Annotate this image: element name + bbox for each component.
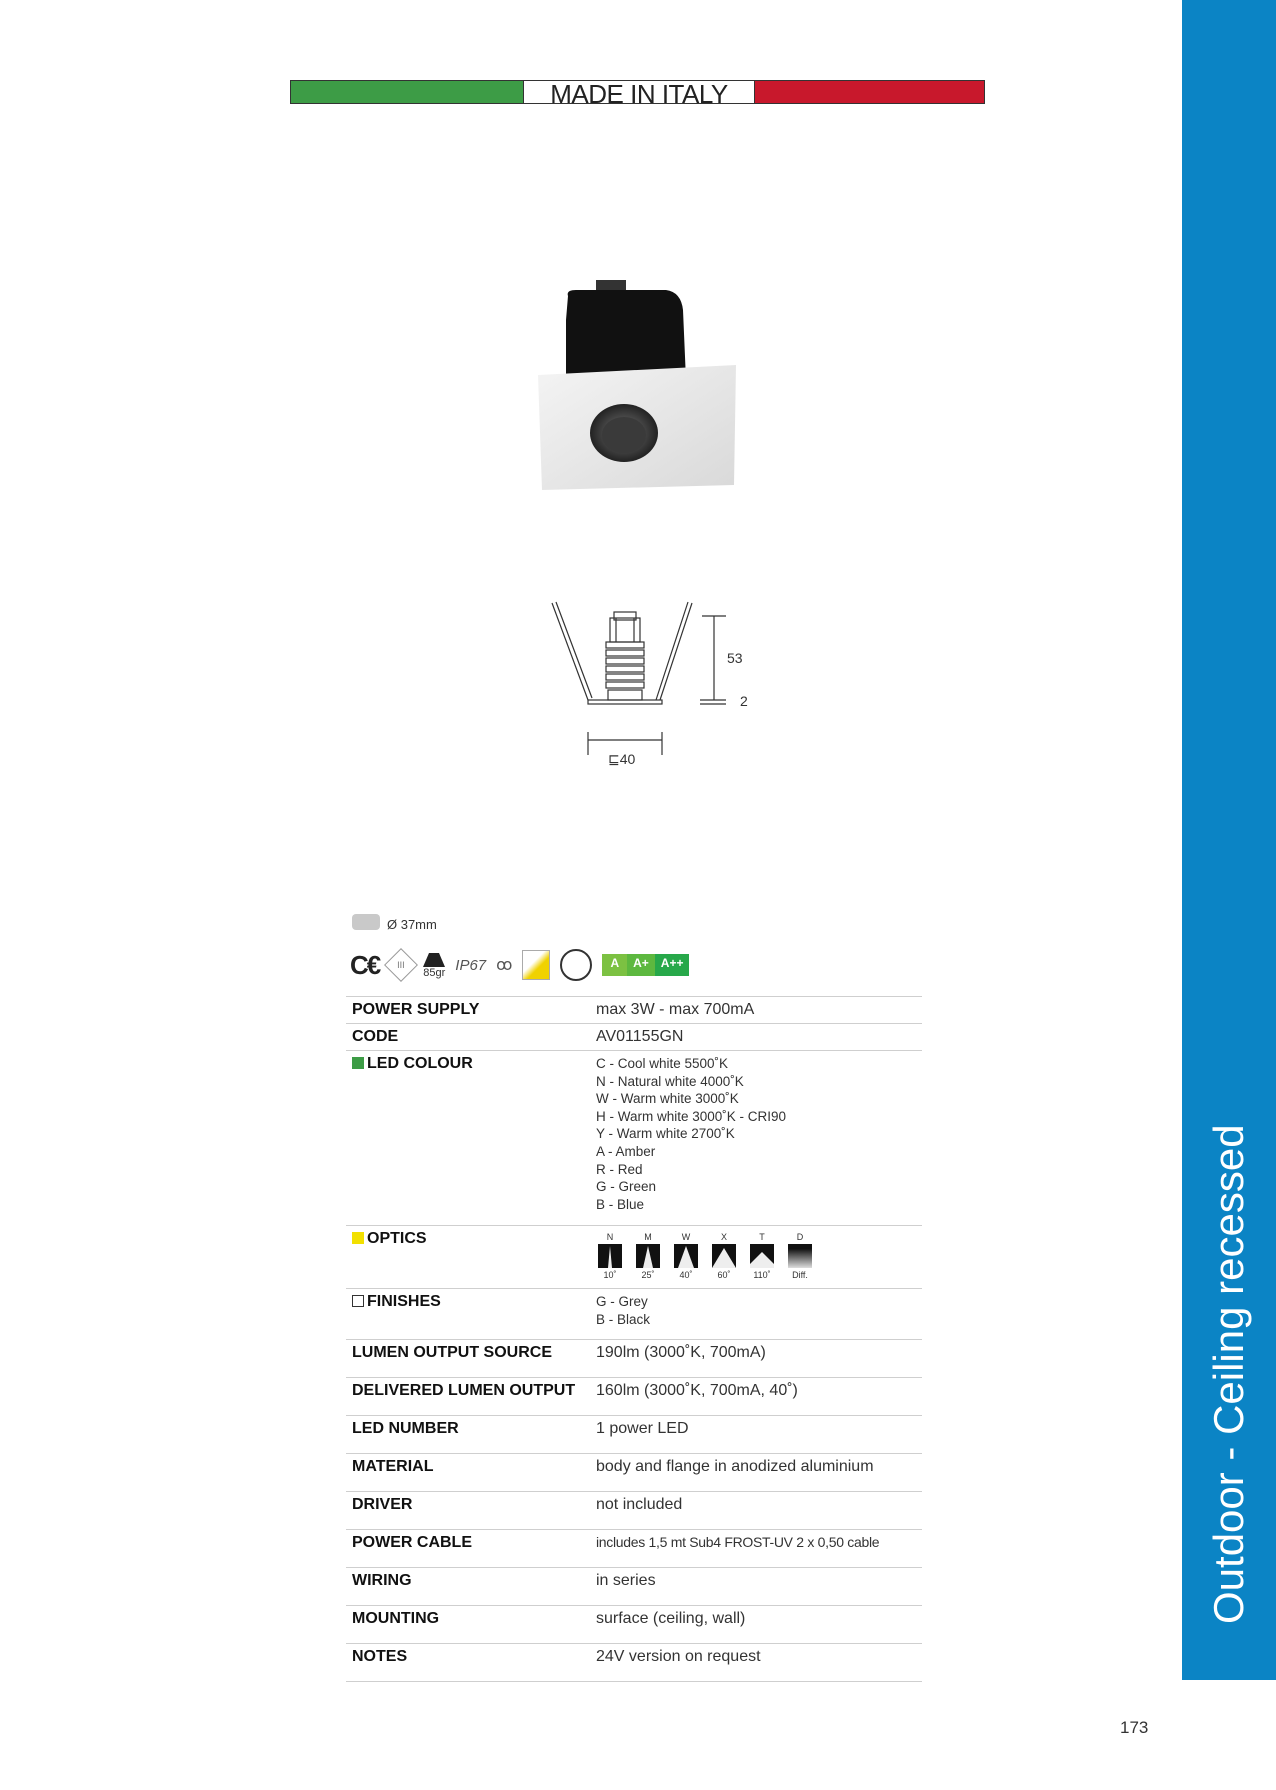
spec-row-led-number [346,1416,922,1454]
colour-option: A - Amber [596,1143,656,1159]
spec-value: in series [590,1568,922,1606]
spec-label: POWER CABLE [346,1530,590,1568]
beam-angle: Diff. [792,1270,808,1280]
spec-value: 24V version on request [590,1644,922,1682]
colour-option: W - Warm white 3000˚K [596,1091,739,1107]
colour-option: G - Green [596,1179,657,1195]
weight-icon [423,951,445,979]
spec-label: MATERIAL [346,1454,590,1492]
weight-value: 85gr [423,967,446,979]
colour-option: N - Natural white 4000˚K [596,1073,744,1089]
spec-row-power-cable [346,1530,922,1568]
colour-option: R - Red [596,1161,643,1177]
beam-diffused-icon [788,1244,812,1268]
dimension-flange: 2 [740,693,748,709]
spec-value-led-colour [590,1051,922,1226]
beam-option [710,1232,738,1280]
spec-row-power-supply [346,997,922,1024]
beam-option [748,1232,776,1280]
class-iii-icon: III [384,948,418,982]
colour-option: H - Warm white 3000˚K - CRI90 [596,1108,787,1124]
spec-value: surface (ceiling, wall) [590,1606,922,1644]
hole-diameter: Ø 37mm [387,917,437,932]
yellow-square-icon [352,1232,364,1244]
category-sidebar [1182,0,1276,1680]
made-in-italy-banner [290,80,985,104]
technical-drawing [550,600,760,770]
spec-label: LUMEN OUTPUT SOURCE [346,1340,590,1378]
spec-label-optics [346,1226,590,1289]
beam-option [634,1232,662,1280]
spec-row-material [346,1454,922,1492]
beam-option [672,1232,700,1280]
spec-label: WIRING [346,1568,590,1606]
spec-label: DELIVERED LUMEN OUTPUT [346,1378,590,1416]
spec-value-finishes [590,1289,922,1340]
ce-mark-icon: C€ [350,949,380,980]
beam-60-icon [712,1244,736,1268]
led-module-icon [522,950,550,980]
spec-value-optics [590,1226,922,1289]
flag-red-band [755,81,984,103]
beam-option [786,1232,814,1280]
beam-code: D [796,1232,804,1242]
dimension-width: ⊑40 [608,751,636,767]
spec-value: includes 1,5 mt Sub4 FROST-UV 2 x 0,50 cable [590,1530,922,1568]
hole-cutout-icon [352,914,380,930]
spec-row-driver [346,1492,922,1530]
finish-option: G - Grey [596,1294,648,1309]
spec-label: LED COLOUR [367,1055,473,1072]
spec-row-notes [346,1644,922,1682]
colour-option: Y - Warm white 2700˚K [596,1126,735,1142]
spec-value: 1 power LED [590,1416,922,1454]
beam-40-icon [674,1244,698,1268]
energy-a-plus: A+ [627,954,655,976]
beam-angle: 110˚ [753,1270,771,1280]
spec-row-lumen-source [346,1340,922,1378]
spec-table [346,996,922,1682]
spec-value: max 3W - max 700mA [590,997,922,1024]
beam-110-icon [750,1244,774,1268]
dimension-height: 53 [727,650,743,666]
spec-row-delivered-lumen [346,1378,922,1416]
beam-option [596,1232,624,1280]
spec-row-code [346,1024,922,1051]
energy-class [602,954,689,976]
energy-a: A [602,954,627,976]
spec-label: FINISHES [367,1293,441,1310]
spec-label: LED NUMBER [346,1416,590,1454]
spec-label: DRIVER [346,1492,590,1530]
spec-label-led-colour [346,1051,590,1226]
beam-code: M [644,1232,652,1242]
beam-angle: 10˚ [603,1270,617,1280]
flag-green-band [291,81,523,103]
page-number: 173 [1120,1718,1149,1737]
certifications-row [350,945,689,985]
beam-angle: 40˚ [679,1270,693,1280]
rotation-icon [560,949,592,981]
beam-code: T [759,1232,765,1242]
energy-a-plus-plus: A++ [655,954,690,976]
category-title: Outdoor - Ceiling recessed [1205,1124,1252,1624]
beam-code: X [720,1232,727,1242]
finish-option: B - Black [596,1311,651,1327]
spec-row-wiring [346,1568,922,1606]
white-square-icon [352,1295,364,1307]
beam-code: W [681,1232,691,1242]
made-in-italy-text: MADE IN ITALY [523,81,755,103]
beam-10-icon [598,1244,622,1268]
colour-option: B - Blue [596,1196,645,1212]
spec-label-finishes [346,1289,590,1340]
spec-label: MOUNTING [346,1606,590,1644]
spec-label: NOTES [346,1644,590,1682]
spec-row-led-colour [346,1051,922,1226]
beam-25-icon [636,1244,660,1268]
ip-rating: IP67 [455,956,487,974]
beam-angle: 25˚ [641,1270,655,1280]
spec-row-finishes [346,1289,922,1340]
beam-options [596,1232,916,1280]
beam-code: N [606,1232,614,1242]
spec-value: 190lm (3000˚K, 700mA) [590,1340,922,1378]
green-square-icon [352,1057,364,1069]
spec-label: POWER SUPPLY [346,997,590,1024]
colour-option: C - Cool white 5500˚K [596,1056,729,1071]
spec-value: body and flange in anodized aluminium [590,1454,922,1492]
beam-angle: 60˚ [717,1270,731,1280]
spec-row-optics [346,1226,922,1289]
spec-value: not included [590,1492,922,1530]
spec-value: 160lm (3000˚K, 700mA, 40˚) [590,1378,922,1416]
spec-label: OPTICS [367,1230,427,1247]
product-photo [536,280,740,496]
spec-label: CODE [346,1024,590,1051]
spec-value: AV01155GN [590,1024,922,1051]
spec-row-mounting [346,1606,922,1644]
coil-icon: ꝏ [496,957,513,974]
